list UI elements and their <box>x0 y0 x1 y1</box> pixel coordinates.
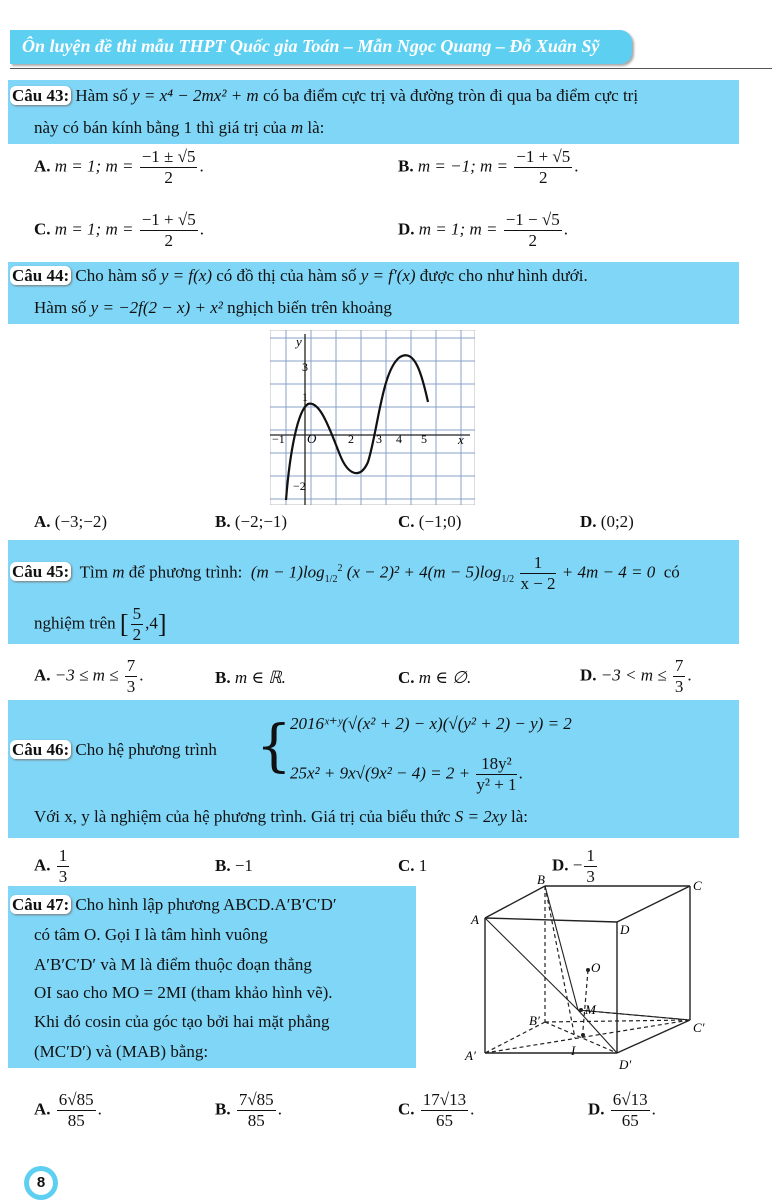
option-key: B. <box>215 1099 231 1119</box>
denominator: x − 2 <box>520 574 556 593</box>
q46-expression: S = 2xy <box>454 807 507 826</box>
option-key: B. <box>398 156 414 176</box>
q45-equation: (x − 2)² + 4(m − 5)log <box>346 562 502 582</box>
option-text: (0;2) <box>600 512 634 531</box>
q45-label: Câu 45: <box>12 562 70 582</box>
numerator: −1 − √5 <box>505 210 560 229</box>
q44-text: Cho hàm số <box>75 266 157 285</box>
point-m <box>579 1008 583 1012</box>
q45-option-c[interactable] <box>398 668 471 688</box>
q43-option-d[interactable]: D. m = 1; m = $\frac{-1 - √5}{2}$ . <box>398 210 568 250</box>
q45-line2: nghiệm trên [ $\frac{5}{2}$ ,4] <box>34 604 167 644</box>
vertex-a2-label: A′ <box>465 1048 476 1063</box>
y-tick-label: 3 <box>302 360 308 374</box>
q43-line2 <box>34 118 324 138</box>
q47-line6 <box>34 1042 208 1062</box>
option-key: A. <box>34 855 51 875</box>
q45-text: có <box>663 562 680 582</box>
vertex-b2-label: B′ <box>529 1013 540 1028</box>
option-key: D. <box>398 219 415 239</box>
vertex-a-label: A <box>471 912 479 927</box>
q45-var: m <box>112 562 125 582</box>
q44-label: Câu 44: <box>12 266 70 285</box>
fraction <box>140 147 198 188</box>
q43-option-a[interactable]: A. m = 1; m = $\frac{-1 \pm √5}{2}$ . <box>34 147 204 187</box>
option-key: D. <box>580 512 597 531</box>
denominator: 85 <box>67 1111 85 1130</box>
vertex-c-label: C <box>693 878 702 893</box>
q45-text: nghiệm trên <box>34 613 116 633</box>
numerator: 17√13 <box>422 1090 467 1109</box>
system-brace: { <box>256 714 292 779</box>
q46-text: là: <box>511 807 529 826</box>
denominator: 65 <box>435 1111 453 1130</box>
numerator: 18y² <box>476 754 516 775</box>
q45-equation: (m − 1)log <box>250 562 325 582</box>
fraction <box>421 1090 468 1131</box>
option-text: (−2;−1) <box>234 512 288 531</box>
q44-text: có đồ thị của hàm số <box>216 266 357 285</box>
q45-equation: + 4m − 4 = 0 <box>561 562 656 582</box>
q45-log-base: 1/2 <box>501 573 515 585</box>
q45-option-d[interactable]: D. −3 < m ≤ $\frac{7}{3}$ . <box>580 656 692 696</box>
q47-text: có tâm O. Gọi I là tâm hình vuông <box>34 925 268 944</box>
numerator: 1 <box>586 846 595 865</box>
numerator: −1 + √5 <box>141 210 196 229</box>
option-text: (−3;−2) <box>54 512 108 531</box>
q45-text: Tìm <box>79 562 108 582</box>
point-i-label: I <box>571 1043 576 1058</box>
origin-label: O <box>307 431 317 446</box>
fraction <box>520 553 555 594</box>
fraction <box>57 1090 96 1131</box>
fraction <box>611 1090 650 1131</box>
q47-line4 <box>34 983 333 1003</box>
q43-option-b[interactable]: B. m = −1; m = $\frac{-1 + √5}{2}$ . <box>398 147 579 187</box>
denominator: 2 <box>164 231 173 250</box>
option-text: − <box>572 855 583 875</box>
fraction <box>125 656 138 697</box>
q43-var: m <box>290 118 304 137</box>
q44-text: nghịch biến trên khoảng <box>227 298 392 317</box>
q46-text: Với x, y là nghiệm của hệ phương trình. Giá trị của biểu thức <box>34 807 451 826</box>
fraction <box>131 604 144 645</box>
header-rule <box>10 68 772 69</box>
q46-option-c[interactable] <box>398 856 427 876</box>
numerator: 6√85 <box>58 1090 94 1109</box>
vertex-b-label: B <box>537 872 545 887</box>
denominator: 3 <box>674 677 684 696</box>
q47-text: OI sao cho MO = 2MI (tham khảo hình vẽ). <box>34 983 333 1002</box>
q47-line3 <box>34 955 312 975</box>
q47-cube-figure <box>445 870 715 1075</box>
q44-line2 <box>34 298 392 318</box>
equation-text: 25x² + 9x√(9x² − 4) = 2 + <box>290 763 471 783</box>
point-m-label: M <box>585 1002 596 1017</box>
denominator: 2 <box>132 625 142 644</box>
denominator: 65 <box>621 1111 639 1130</box>
q46-equation-1 <box>290 714 572 734</box>
numerator: 7 <box>674 656 684 675</box>
option-text: m = 1; m = <box>418 219 498 239</box>
option-key: B. <box>215 668 231 687</box>
q47-text: Cho hình lập phương ABCD.A′B′C′D′ <box>75 895 337 914</box>
q43-label: Câu 43: <box>12 86 70 105</box>
q45-option-a[interactable]: A. −3 ≤ m ≤ $\frac{7}{3}$ . <box>34 656 144 696</box>
q44-option-d[interactable] <box>580 512 634 532</box>
interval-end: ,4 <box>145 613 158 633</box>
option-key: C. <box>398 1099 415 1119</box>
option-key: D. <box>588 1099 605 1119</box>
fraction <box>504 210 562 251</box>
q45-exponent: 2 <box>337 562 343 574</box>
x-axis-label: x <box>458 432 464 447</box>
denominator: 3 <box>126 677 136 696</box>
q47-text: A′B′C′D′ và M là điểm thuộc đoạn thẳng <box>34 955 312 974</box>
x-tick-label: −1 <box>272 432 285 446</box>
q47-option-b[interactable]: B. $\frac{7√85}{85}$ . <box>215 1090 282 1130</box>
fraction <box>476 754 516 795</box>
denominator: y² + 1 <box>476 775 517 794</box>
option-text: −3 ≤ m ≤ <box>54 665 119 685</box>
numerator: 7√85 <box>238 1090 274 1109</box>
q47-option-a[interactable]: A. $\frac{6√85}{85}$ . <box>34 1090 102 1130</box>
vertex-c2-label: C′ <box>693 1020 705 1035</box>
fraction <box>673 656 686 697</box>
q45-line1 <box>10 553 680 594</box>
option-key: A. <box>34 1099 51 1119</box>
denominator: 2 <box>528 231 537 250</box>
point-i <box>581 1033 585 1037</box>
numerator: 1 <box>58 846 68 865</box>
numerator: 7 <box>126 656 136 675</box>
option-key: C. <box>398 856 415 875</box>
option-text: −1 <box>234 856 253 875</box>
option-key: A. <box>34 665 51 685</box>
option-text: m ∈ ℝ. <box>234 668 286 687</box>
q44-option-a[interactable] <box>34 512 107 532</box>
q44-option-c[interactable] <box>398 512 461 532</box>
q43-text: Hàm số <box>75 86 128 105</box>
option-key: A. <box>34 156 51 176</box>
fraction <box>57 846 70 887</box>
q43-text: có ba điểm cực trị và đường tròn đi qua ba điểm cực trị <box>262 86 639 105</box>
point-o-label: O <box>591 960 601 975</box>
q47-label: Câu 47: <box>12 895 70 914</box>
numerator: −1 + √5 <box>516 147 571 166</box>
q44-function: y = f′(x) <box>360 266 416 285</box>
option-key: D. <box>552 855 569 875</box>
equation-text: 2016ˣ⁺ʸ(√(x² + 2) − x)(√(y² + 2) − y) = 2 <box>290 714 572 733</box>
fraction <box>237 1090 276 1131</box>
q44-option-b[interactable] <box>215 512 287 532</box>
option-text: (−1;0) <box>418 512 462 531</box>
q47-text: Khi đó cosin của góc tạo bởi hai mặt phẳng <box>34 1012 330 1031</box>
y-axis-label: y <box>296 334 302 349</box>
q45-log-base: 1/2 <box>324 573 338 585</box>
option-key: C. <box>398 512 415 531</box>
q44-text: được cho như hình dưới. <box>419 266 588 285</box>
option-key: C. <box>34 219 51 239</box>
x-tick-label: 2 <box>348 432 354 446</box>
x-tick-label: 3 <box>376 432 382 446</box>
vertex-d2-label: D′ <box>619 1057 632 1072</box>
option-text: m = 1; m = <box>54 156 134 176</box>
point-o <box>586 968 590 972</box>
denominator: 3 <box>58 867 68 886</box>
q46-line2 <box>34 807 528 827</box>
numerator: 5 <box>132 604 142 623</box>
option-text: m = −1; m = <box>417 156 508 176</box>
q43-text: này có bán kính bằng 1 thì giá trị của <box>34 118 287 137</box>
fraction <box>140 210 198 251</box>
q47-option-c[interactable]: C. $\frac{17√13}{65}$ . <box>398 1090 475 1130</box>
denominator: 2 <box>538 168 548 187</box>
header-title: Ôn luyện đề thi mẫu THPT Quốc gia Toán – Mẫn Ngọc Quang – Đỗ Xuân Sỹ <box>22 36 600 56</box>
x-tick-label: 5 <box>421 432 427 446</box>
option-text: −3 < m ≤ <box>600 665 667 685</box>
q44-function: y = −2f(2 − x) + x² <box>90 298 223 317</box>
q47-line1 <box>10 895 337 915</box>
q47-text: (MC′D′) và (MAB) bằng: <box>34 1042 209 1061</box>
option-text: m = 1; m = <box>54 219 134 239</box>
y-tick-label: 1 <box>302 390 308 404</box>
q43-option-c[interactable]: C. m = 1; m = $\frac{-1 + √5}{2}$ . <box>34 210 204 250</box>
denominator: 2 <box>164 168 173 187</box>
q43-function: y = x⁴ − 2mx² + m <box>132 86 259 105</box>
q45-option-b[interactable] <box>215 668 286 688</box>
q47-option-d[interactable]: D. $\frac{6√13}{65}$ . <box>588 1090 656 1130</box>
option-key: B. <box>215 512 231 531</box>
q43-line1 <box>10 86 638 106</box>
q47-line2 <box>34 925 268 945</box>
fraction <box>514 147 572 188</box>
q46-equation-2: 25x² + 9x√(9x² − 4) = 2 + $\frac{\text{18y²}}{\text{y² + 1}}$ . <box>290 754 523 794</box>
q46-option-b[interactable] <box>215 856 253 876</box>
q43-text: là: <box>307 118 325 137</box>
q46-option-a[interactable] <box>34 846 71 887</box>
y-tick-label: −2 <box>293 479 306 493</box>
q46-line1 <box>10 740 217 760</box>
q46-label: Câu 46: <box>12 740 70 759</box>
option-text: 1 <box>418 856 428 875</box>
numerator: 6√13 <box>612 1090 648 1109</box>
numerator: −1 ± √5 <box>141 147 196 166</box>
q44-function: y = f(x) <box>160 266 212 285</box>
page-number: 8 <box>29 1171 53 1195</box>
option-key: B. <box>215 856 231 875</box>
q46-text: Cho hệ phương trình <box>75 740 217 759</box>
numerator: 1 <box>520 553 555 574</box>
denominator: 3 <box>586 867 595 886</box>
option-text: m ∈ ∅. <box>418 668 472 687</box>
option-key: C. <box>398 668 415 687</box>
option-key: D. <box>580 665 597 685</box>
x-tick-label: 4 <box>396 432 402 446</box>
option-key: A. <box>34 512 51 531</box>
q44-line1 <box>10 266 588 286</box>
q45-text: để phương trình: <box>128 562 243 582</box>
q44-graph <box>270 330 475 505</box>
q47-line5 <box>34 1012 330 1032</box>
q44-text: Hàm số <box>34 298 87 317</box>
vertex-d-label: D <box>620 922 630 937</box>
denominator: 85 <box>247 1111 265 1130</box>
